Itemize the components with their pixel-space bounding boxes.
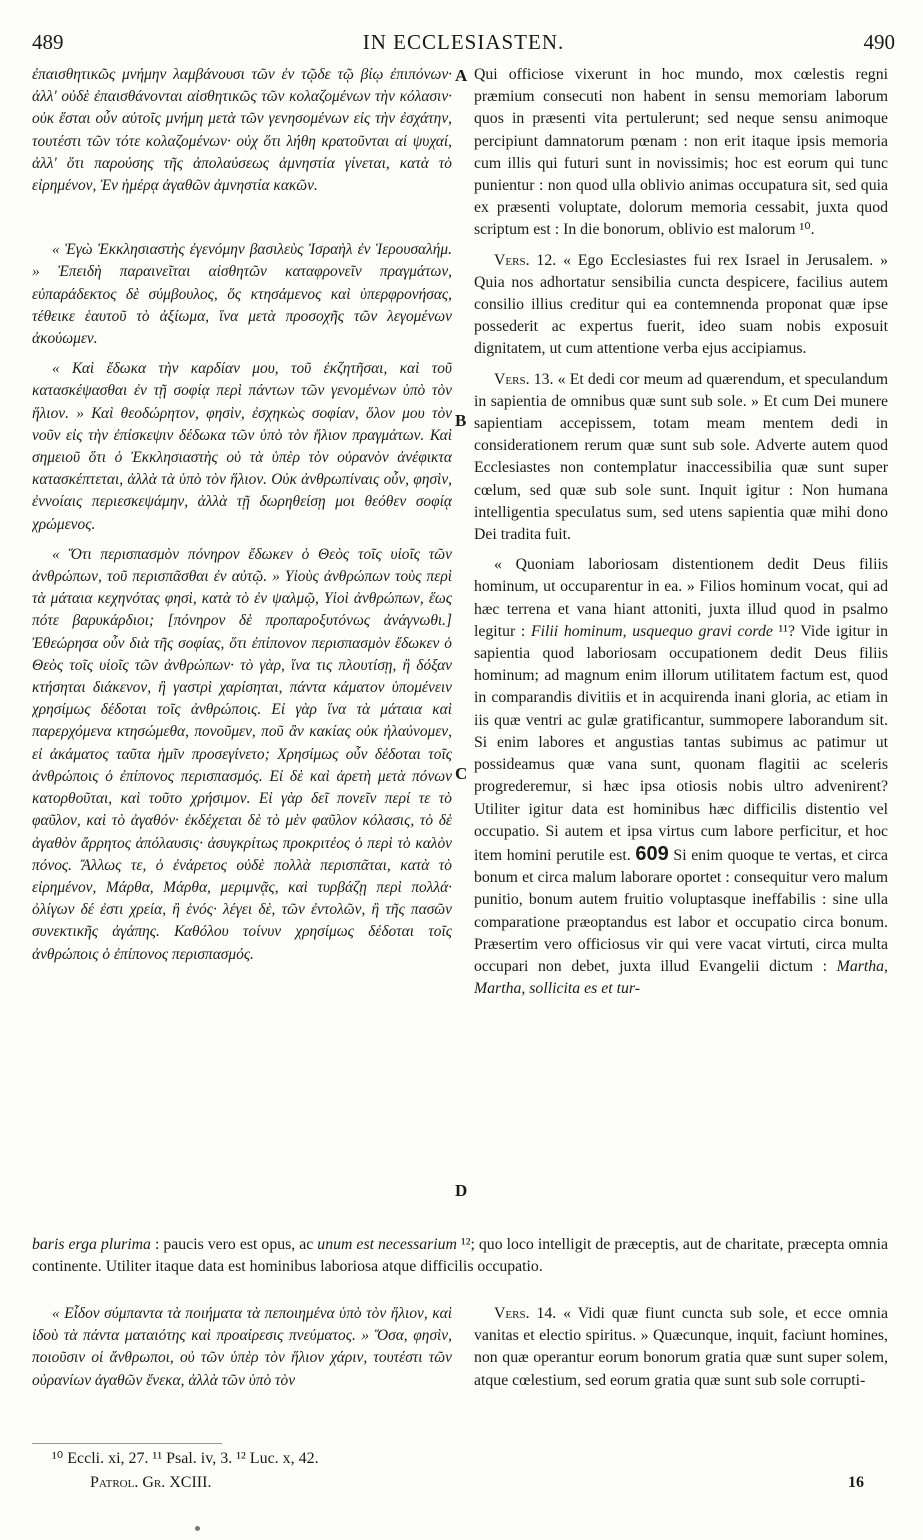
latin-paragraph-1: Qui officiose vixerunt in hoc mundo, mox cœlestis regni præmium consecuti non habent in sensu memoriam laborum quos in præsenti vita pertulerunt; sed neque sensu animoque percipiunt damnatorum pœnam : non erit itaque ipsis memoria cum illis qui futuri sunt in novissimis; hoc est eorum qui tunc punientur : non quod ulla oblivio animas occupatura sit, sed quia ex præsenti voluptate, dolorum memoria cessabit, juxta quod scriptum est : In die bonorum, oblivio est malorum ¹⁰. xyxy=(474,66,888,239)
scripture-quote: Filii hominum, usquequo gravi corde xyxy=(530,622,773,640)
greek-paragraph-3: « Καὶ ἔδωκα τὴν καρδίαν μου, τοῦ ἐκζητῆσαι, καὶ τοῦ κατασκέψασθαι ἐν τῇ σοφίᾳ περὶ πάντων τῶν γενομένων ὑπὸ τὸν ἥλιον. » Καὶ θεοδώρητον, φησὶν, ἐσχηκὼς σοφίαν, ὅλον μου τὸν νοῦν εἰς τὴν ἐπίσκεψιν δέδωκα τῶν ὑπὸ τὸν ἥλιον πραγμάτων. Καὶ σημειοῦ ὅτι ὁ Ἐκκλησιαστὴς οὐ τὰ ὑπὲρ τὸν οὐρανὸν ἀνέφικτα κατασκέπτεται, ἀλλὰ τὰ ὑπὸ τὸν ἥλιον. Οὐκ ἀνθρωπίναις οὖν, φησὶν, ἐννοίαις περιεσκεψάμην, ἀλλὰ τῇ δωρηθείσῃ μοι θεόθεν σοφίᾳ χρώμενος. xyxy=(32,360,452,533)
scripture-quote: unum est necessarium xyxy=(317,1236,457,1253)
scripture-quote: baris erga plurima xyxy=(32,1236,151,1253)
left-page-number: 489 xyxy=(32,30,64,54)
scripture-quote: Martha, Martha, sollicita es et tur- xyxy=(474,957,888,998)
running-header xyxy=(32,30,895,60)
verse-label: Vers. 12. xyxy=(494,251,557,269)
margin-letter-a: A xyxy=(455,66,468,85)
greek-paragraph-1: ἐπαισθητικῶς μνήμην λαμβάνουσι τῶν ἐν τῷδε τῷ βίῳ ἐπιπόνων· ἀλλ' οὐδὲ ἐπαισθάνονται αἰσθητικῶς τῶν κολαζομένων τὴν κόλασιν· οὐκ ἔσται οὖν αὐτοῖς μνήμη μετὰ τῶν γενησομένων εἰς τὴν ἐσχάτην, τουτέστι τῶν τότε κολαζομένων· οὐχ ὅτι λήθη κρατοῦνται αἱ ψυχαί, ἀλλ' ὅτι παρούσης τῆς ἀπολαύσεως ἀμνηστία γίνεται, κατὰ τὸ εἰρημένον, Ἐν ἡμέρᾳ ἀγαθῶν ἀμνηστία κακῶν. xyxy=(32,66,452,195)
latin-paragraph-4: « Quoniam laboriosam distentionem dedit Deus filiis hominum, ut occuparentur in ea. » Filios hominum vocat, qui ad hæc terrena et vana hiant attoniti, juxta illud quod in psalmo legitur : Filii hominum, usquequo gravi corde ¹¹? Vide igitur in sapientia quod laboriosam occupationem dedit Deus filiis hominum; ad magnum enim illorum utilitatem factum est, quod in comparandis divitiis et in acquirenda inani gloria, ac etiam in iis quæ ventri ac gulæ gratificantur, summopere laborandum sit. Si enim labores et angustias tantas subimus ac patimur ut possideamus quæ vana sunt, quonam flagitii ac sceleris progrederemur, si hæc ipsa otiosis nobis ultro advenirent? Utiliter igitur data est hominibus hæc difficilis distentio vel occupatio. Si autem et ipsa virtus cum labore perficitur, et hoc item homini perutile est. 609 Si enim quoque te vertas, et circa bonum et circa malum laborare oportet : consequitur vero malum punitio, bonum autem fruitio voluptasque ineffabilis : sine ulla comparatione præoptandus est labor et occupatio circa bonum. Præsertim vero officiosus vir qui vere vacat virtuti, circa multa occupari non debet, juxta illud Evangelii dictum : Martha, Martha, sollicita es et tur- xyxy=(474,556,888,998)
greek-paragraph-4: « Ὅτι περισπασμὸν πόνηρον ἔδωκεν ὁ Θεὸς τοῖς υἱοῖς τῶν ἀνθρώπων, τοῦ περισπᾶσθαι ἐν αὐτῷ. » Υἱοὺς ἀνθρώπων τοὺς περὶ τὰ μάταια κεχηνότας φησὶ, κατὰ τὸ ἐν ψαλμῷ, Υἱοὶ ἀνθρώπων, ἕως πότε βαρυκάρδιοι; [πόνηρον δὲ προπαροξυτόνως ἀνάγνωθι.] Ἐθεώρησα οὖν διὰ τῆς σοφίας, ὅτι ἐπίπονον περισπασμὸν ἔδωκεν ὁ Θεὸς τοῖς υἱοῖς τῶν ἀνθρώπων· τὸ γὰρ, ἵνα τις πλουτίσῃ, ἢ δόξαν κτήσηται διάκενον, ἢ γαστρὶ χαρίσηται, πάντα κάματον ὑπομένειν χρησίμως δέδοται τοῖς ἀνθρώποις. Εἰ γὰρ ἵνα τὰ μάταια καὶ παρερχόμενα κτησώμεθα, πονοῦμεν, ποῦ ἂν κακίας οὐκ ἠλαύνομεν, εἰ ἀκάματος ταῦτα ἡμῖν προσεγίνετο; Χρησίμως οὖν δέδοται τοῖς ἀνθρώποις ὁ ἐπίπονος περισπασμός. Εἰ δὲ καὶ ἀρετὴ μετὰ πόνων κατορθοῦται, καὶ τοῦτο χρήσιμον. Εἰ γὰρ δεῖ πονεῖν περί τε τὸ φαῦλον, καὶ τὸ ἀγαθόν· ἐκδέχεται δὲ τὸ μὲν φαῦλον κόλασις, τὸ δὲ ἀγαθὸν ἄρρητος ἀπόλαυσις· ἀσυγκρίτως προκριτέος ὁ περὶ τὸ καλὸν πόνος. Ἄλλως τε, ὁ ἐνάρετος οὐδὲ πολλὰ περισπᾶται, κατὰ τὸ εἰρημένον, Μάρθα, Μάρθα, μεριμνᾷς, καὶ τυρβάζῃ περὶ πολλά· ὀλίγων δέ ἐστι χρεία, ἢ ἑνός· λέγει δὲ, τῶν ἐντολῶν, ἢ τῆς πασῶν συνεκτικῆς ἀγάπης. Καθόλου τοίνυν χρησίμως δέδοται τοῖς ἀνθρώποις ὁ ἐπίπονος περισπασμός. xyxy=(32,545,452,963)
verse-label: Vers. 14. xyxy=(494,1305,557,1322)
footnote-rule xyxy=(32,1443,222,1444)
latin-paragraph-2: Vers. 12. « Ego Ecclesiastes fui rex Israel in Jerusalem. » Quia nos adhortatur sensibilia cuncta despicere, facilius autem consilio illius creditur qui ea contemnenda proponat quæ ipse possederit ac expertus fuerit, ideo suam nobis exposuit dignitatem, ut cum attentione verba ejus accipiamus. xyxy=(474,251,888,358)
verse-label: Vers. 13. xyxy=(494,370,554,388)
latin-paragraph-5: Vers. 14. « Vidi quæ fiunt cuncta sub sole, et ecce omnia vanitas et electio spiritus. » Quæcunque, inquit, faciunt homines, non quæ operantur eorum bonorum gratia quæ sunt super solem, atque cœlestium, sed eorum gratia quæ sunt sub sole corrupti- xyxy=(474,1305,888,1389)
running-title: IN ECCLESIASTEN. xyxy=(362,30,565,54)
latin-column xyxy=(474,64,888,1234)
ink-speck xyxy=(195,1526,200,1531)
greek-paragraph-5: « Εἶδον σύμπαντα τὰ ποιήματα τὰ πεποιημένα ὑπὸ τὸν ἥλιον, καὶ ἰδοὺ τὰ πάντα ματαιότης καὶ προαίρεσις πνεύματος. » Ὅσα, φησὶν, ποιοῦσιν οἱ ἄνθρωποι, οὐ τῶν ὑπὲρ τὸν ἥλιον χάριν, τουτέστι τῶν οὐρανίων ἀγαθῶν ἕνεκα, ἀλλὰ τῶν ὑπὸ τὸν xyxy=(32,1305,452,1389)
margin-letter-b: B xyxy=(455,411,467,430)
margin-letter-d: D xyxy=(455,1181,468,1200)
greek-paragraph-2: « Ἐγὼ Ἐκκλησιαστὴς ἐγενόμην βασιλεὺς Ἰσραὴλ ἐν Ἱερουσαλήμ. » Ἐπειδὴ παραινεῖται αἰσθητῶν καταφρονεῖν πραγμάτων, εὐπαράδεκτος δὲ σύμβουλος, ὅς κτησάμενος καὶ ὑπερφρονήσας, τέθεικε ἑαυτοῦ τὸ ἀξίωμα, ἵνα μετὰ προσοχῆς τῶν λεγομένων ἀκούωμεν. xyxy=(32,241,452,348)
greek-column-lower xyxy=(32,1303,452,1437)
margin-letter-c: C xyxy=(455,764,468,783)
column-number: 609 xyxy=(635,842,669,865)
latin-column-lower xyxy=(474,1303,888,1437)
fullwidth-continuation: baris erga plurima : paucis vero est opus, ac unum est necessarium ¹²; quo loco intelligit de præceptis, aut de charitate, præcepta omnia continente. Utiliter itaque data est hominibus laboriosa atque difficilis occupatio. xyxy=(32,1236,888,1276)
series-signature: Patrol. Gr. XCIII. xyxy=(90,1474,212,1491)
gathering-signature: 16 xyxy=(848,1474,864,1491)
greek-column xyxy=(32,64,452,1234)
footnotes: ¹⁰ Eccli. xi, 27. ¹¹ Psal. iv, 3. ¹² Luc. x, 42. xyxy=(52,1450,319,1467)
latin-paragraph-3: Vers. 13. « Et dedi cor meum ad quærendum, et speculandum in sapientia de omnibus quæ sunt sub sole. » Et cum Dei munere sapientiam accepissem, totam meam mentem dedi in considerationem rerum quæ sunt sub sole. Adverte autem quod Ecclesiastes non contemplatur inaccessibilia quæ sunt super cœlum, sed quæ sub sole sunt. Inquit igitur : Non humana intelligentia speculatus sum, sed utens sapientia quæ mihi dono Dei tradita fuit. xyxy=(474,370,888,544)
right-page-number: 490 xyxy=(863,30,895,54)
